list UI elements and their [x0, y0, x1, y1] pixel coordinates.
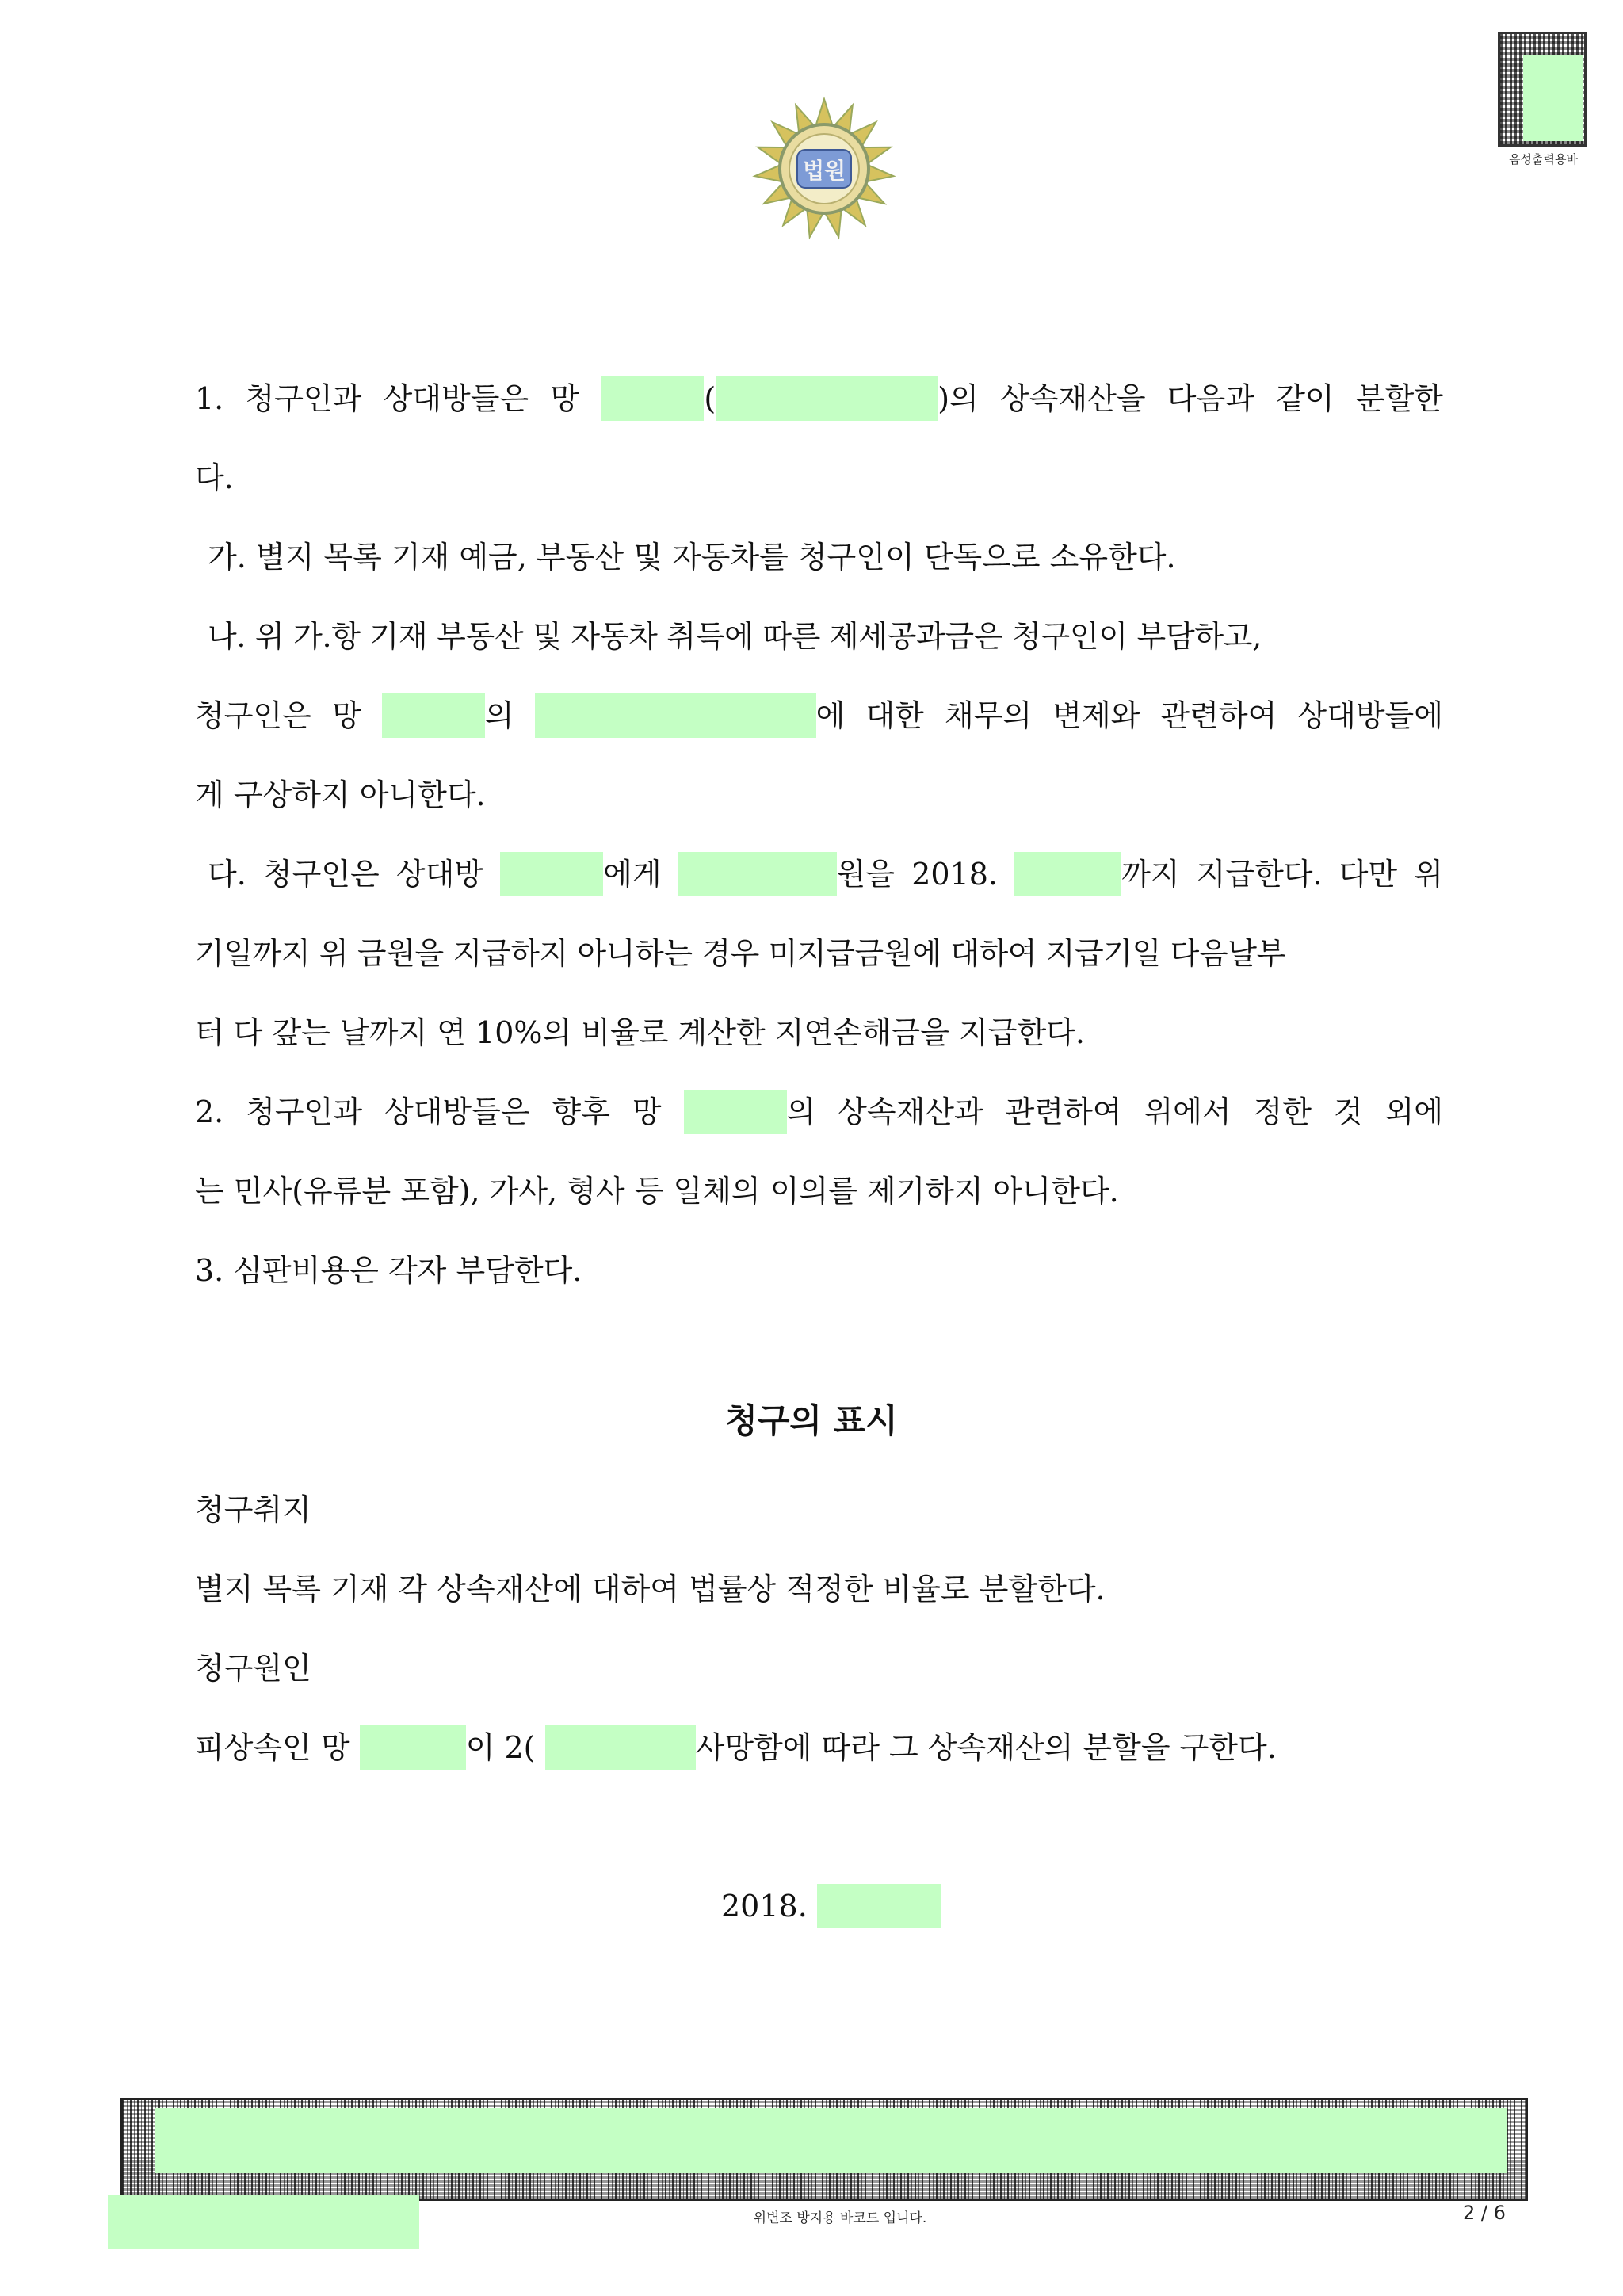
claim-purpose-text: 별지 목록 기재 각 상속재산에 대하여 법률상 적정한 비율로 분할한다.	[195, 1572, 1106, 1606]
redacted-amount	[678, 852, 837, 896]
order-line-11: 는 민사(유류분 포함), 가사, 형사 등 일체의 이의를 제기하지 아니한다.	[195, 1174, 1119, 1209]
date-year: 2018.	[721, 1889, 808, 1924]
document-date	[721, 1886, 941, 1928]
redacted-name	[382, 693, 485, 738]
claim-text: 이 2(	[465, 1730, 536, 1765]
qr-redaction	[1523, 55, 1583, 141]
order-text: 2. 청구인과 상대방들은 향후 망	[195, 1095, 662, 1129]
claim-purpose-label: 청구취지	[195, 1492, 311, 1527]
order-line-9: 터 다 갚는 날까지 연 10%의 비율로 계산한 지연손해금을 지급한다.	[195, 1015, 1085, 1050]
claim-cause-label: 청구원인	[195, 1651, 311, 1686]
redacted-name	[360, 1725, 466, 1770]
order-line-6: 게 구상하지 아니한다.	[195, 777, 486, 812]
order-line-8: 기일까지 위 금원을 지급하지 아니하는 경우 미지급금원에 대하여 지급기일 다음날부	[195, 936, 1285, 971]
order-text: 의	[484, 698, 514, 733]
order-line-10	[195, 1092, 1443, 1134]
order-line-4: 나. 위 가.항 기재 부동산 및 자동차 취득에 따른 제세공과금은 청구인이 부담하고,	[208, 619, 1262, 654]
court-seal-logo	[749, 94, 899, 244]
order-text: 의 상속재산과 관련하여 위에서 정한 것 외에	[786, 1095, 1443, 1129]
footer-redaction	[108, 2195, 419, 2249]
order-text: 에 대한 채무의 변제와 관련하여 상대방들에	[815, 698, 1443, 733]
order-text: 청구인은 망	[195, 698, 361, 733]
order-line-12: 3. 심판비용은 각자 부담한다.	[195, 1253, 582, 1288]
order-text: 1. 청구인과 상대방들은 망	[195, 381, 580, 416]
redacted-date	[1014, 852, 1121, 896]
order-line-1	[195, 379, 1443, 421]
redacted-name	[500, 852, 603, 896]
order-text: 원을 2018.	[836, 857, 998, 892]
redacted-date	[545, 1725, 696, 1770]
redacted-id	[716, 376, 938, 421]
claim-cause-text	[195, 1728, 1277, 1770]
order-text: 까지 지급한다. 다만 위	[1121, 857, 1443, 892]
order-text: )의 상속재산을 다음과 같이 분할한	[938, 381, 1443, 416]
barcode-caption: 위변조 방지용 바코드 입니다.	[753, 2210, 927, 2226]
order-text: 다. 청구인은 상대방	[208, 857, 483, 892]
seal-text: 법원	[802, 158, 846, 184]
redacted-date	[817, 1884, 941, 1928]
page-number: 2 / 6	[1463, 2202, 1506, 2224]
order-text: 에게	[603, 857, 662, 892]
redacted-name	[601, 376, 704, 421]
claim-text: 피상속인 망	[195, 1730, 350, 1765]
order-line-7	[208, 854, 1443, 896]
redacted-name	[684, 1090, 787, 1134]
barcode-redaction	[155, 2108, 1507, 2173]
qr-caption: 음성출력용바	[1509, 152, 1578, 166]
order-line-3: 가. 별지 목록 기재 예금, 부동산 및 자동차를 청구인이 단독으로 소유한다.	[208, 540, 1176, 575]
redacted-amount	[535, 693, 816, 738]
claim-heading: 청구의 표시	[725, 1401, 898, 1440]
order-line-5	[195, 696, 1443, 738]
order-line-2: 다.	[195, 460, 234, 495]
claim-text: 사망함에 따라 그 상속재산의 분할을 구한다.	[695, 1730, 1277, 1765]
order-text: (	[704, 381, 716, 416]
